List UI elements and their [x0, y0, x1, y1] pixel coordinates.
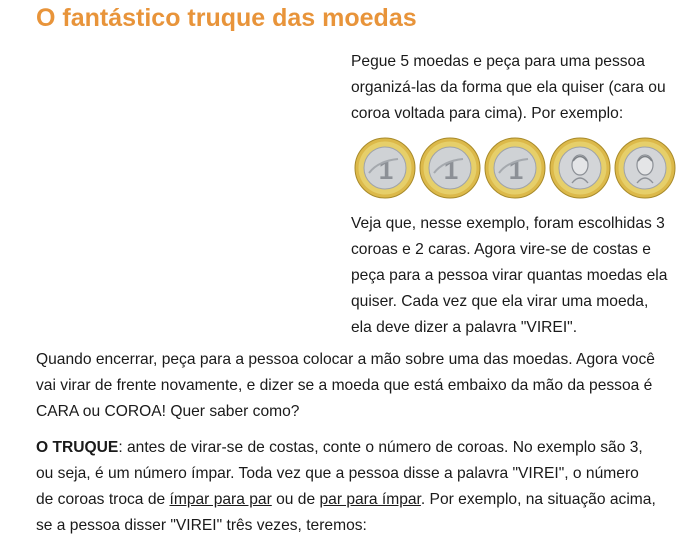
example-line: coroas e 2 caras. Agora vire-se de costas e — [351, 241, 651, 258]
coin-tails-icon — [354, 137, 416, 199]
svg-text:1: 1 — [508, 155, 524, 185]
example-paragraph — [351, 211, 675, 341]
trick-paragraph — [36, 435, 677, 539]
coin-tails-icon — [419, 137, 481, 199]
trick-label: O TRUQUE — [36, 439, 119, 456]
coin-heads-icon — [549, 137, 611, 199]
intro-line: organizá-las da forma que ela quiser (cara ou — [351, 79, 666, 96]
page-title: O fantástico truque das moedas — [36, 4, 417, 32]
example-line: Veja que, nesse exemplo, foram escolhidas 3 — [351, 215, 665, 232]
intro-line: coroa voltada para cima). Por exemplo: — [351, 105, 624, 122]
trick-text: : antes de virar-se de costas, conte o número de coroas. No exemplo são 3, — [118, 439, 643, 456]
coins-example-image — [354, 137, 676, 200]
svg-text:1: 1 — [443, 155, 459, 185]
even-to-odd-underlined: par para ímpar — [319, 491, 421, 508]
trick-line: se a pessoa disser "VIREI" três vezes, teremos: — [36, 517, 367, 534]
trick-line — [36, 487, 677, 513]
intro-line: Pegue 5 moedas e peça para uma pessoa — [351, 53, 645, 70]
trick-line: ou seja, é um número ímpar. Toda vez que a pessoa disse a palavra "VIREI", o número — [36, 465, 639, 482]
end-line: vai virar de frente novamente, e dizer se a moeda que está embaixo da mão da pessoa é — [36, 377, 653, 394]
coin-tails-icon — [484, 137, 546, 199]
trick-text: de coroas troca de — [36, 491, 170, 508]
intro-paragraph — [351, 49, 675, 127]
end-line: CARA ou COROA! Quer saber como? — [36, 403, 300, 420]
example-line: ela deve dizer a palavra "VIREI". — [351, 319, 578, 336]
example-line: quiser. Cada vez que ela virar uma moeda, — [351, 293, 649, 310]
odd-to-even-underlined: ímpar para par — [169, 491, 272, 508]
coin-heads-icon — [614, 137, 676, 199]
example-line: peça para a pessoa virar quantas moedas ela — [351, 267, 668, 284]
end-paragraph — [36, 347, 677, 425]
svg-text:1: 1 — [378, 155, 394, 185]
end-line: Quando encerrar, peça para a pessoa colocar a mão sobre uma das moedas. Agora você — [36, 351, 655, 368]
trick-text: . Por exemplo, na situação acima, — [420, 491, 656, 508]
trick-text: ou de — [271, 491, 320, 508]
trick-line — [36, 435, 677, 461]
